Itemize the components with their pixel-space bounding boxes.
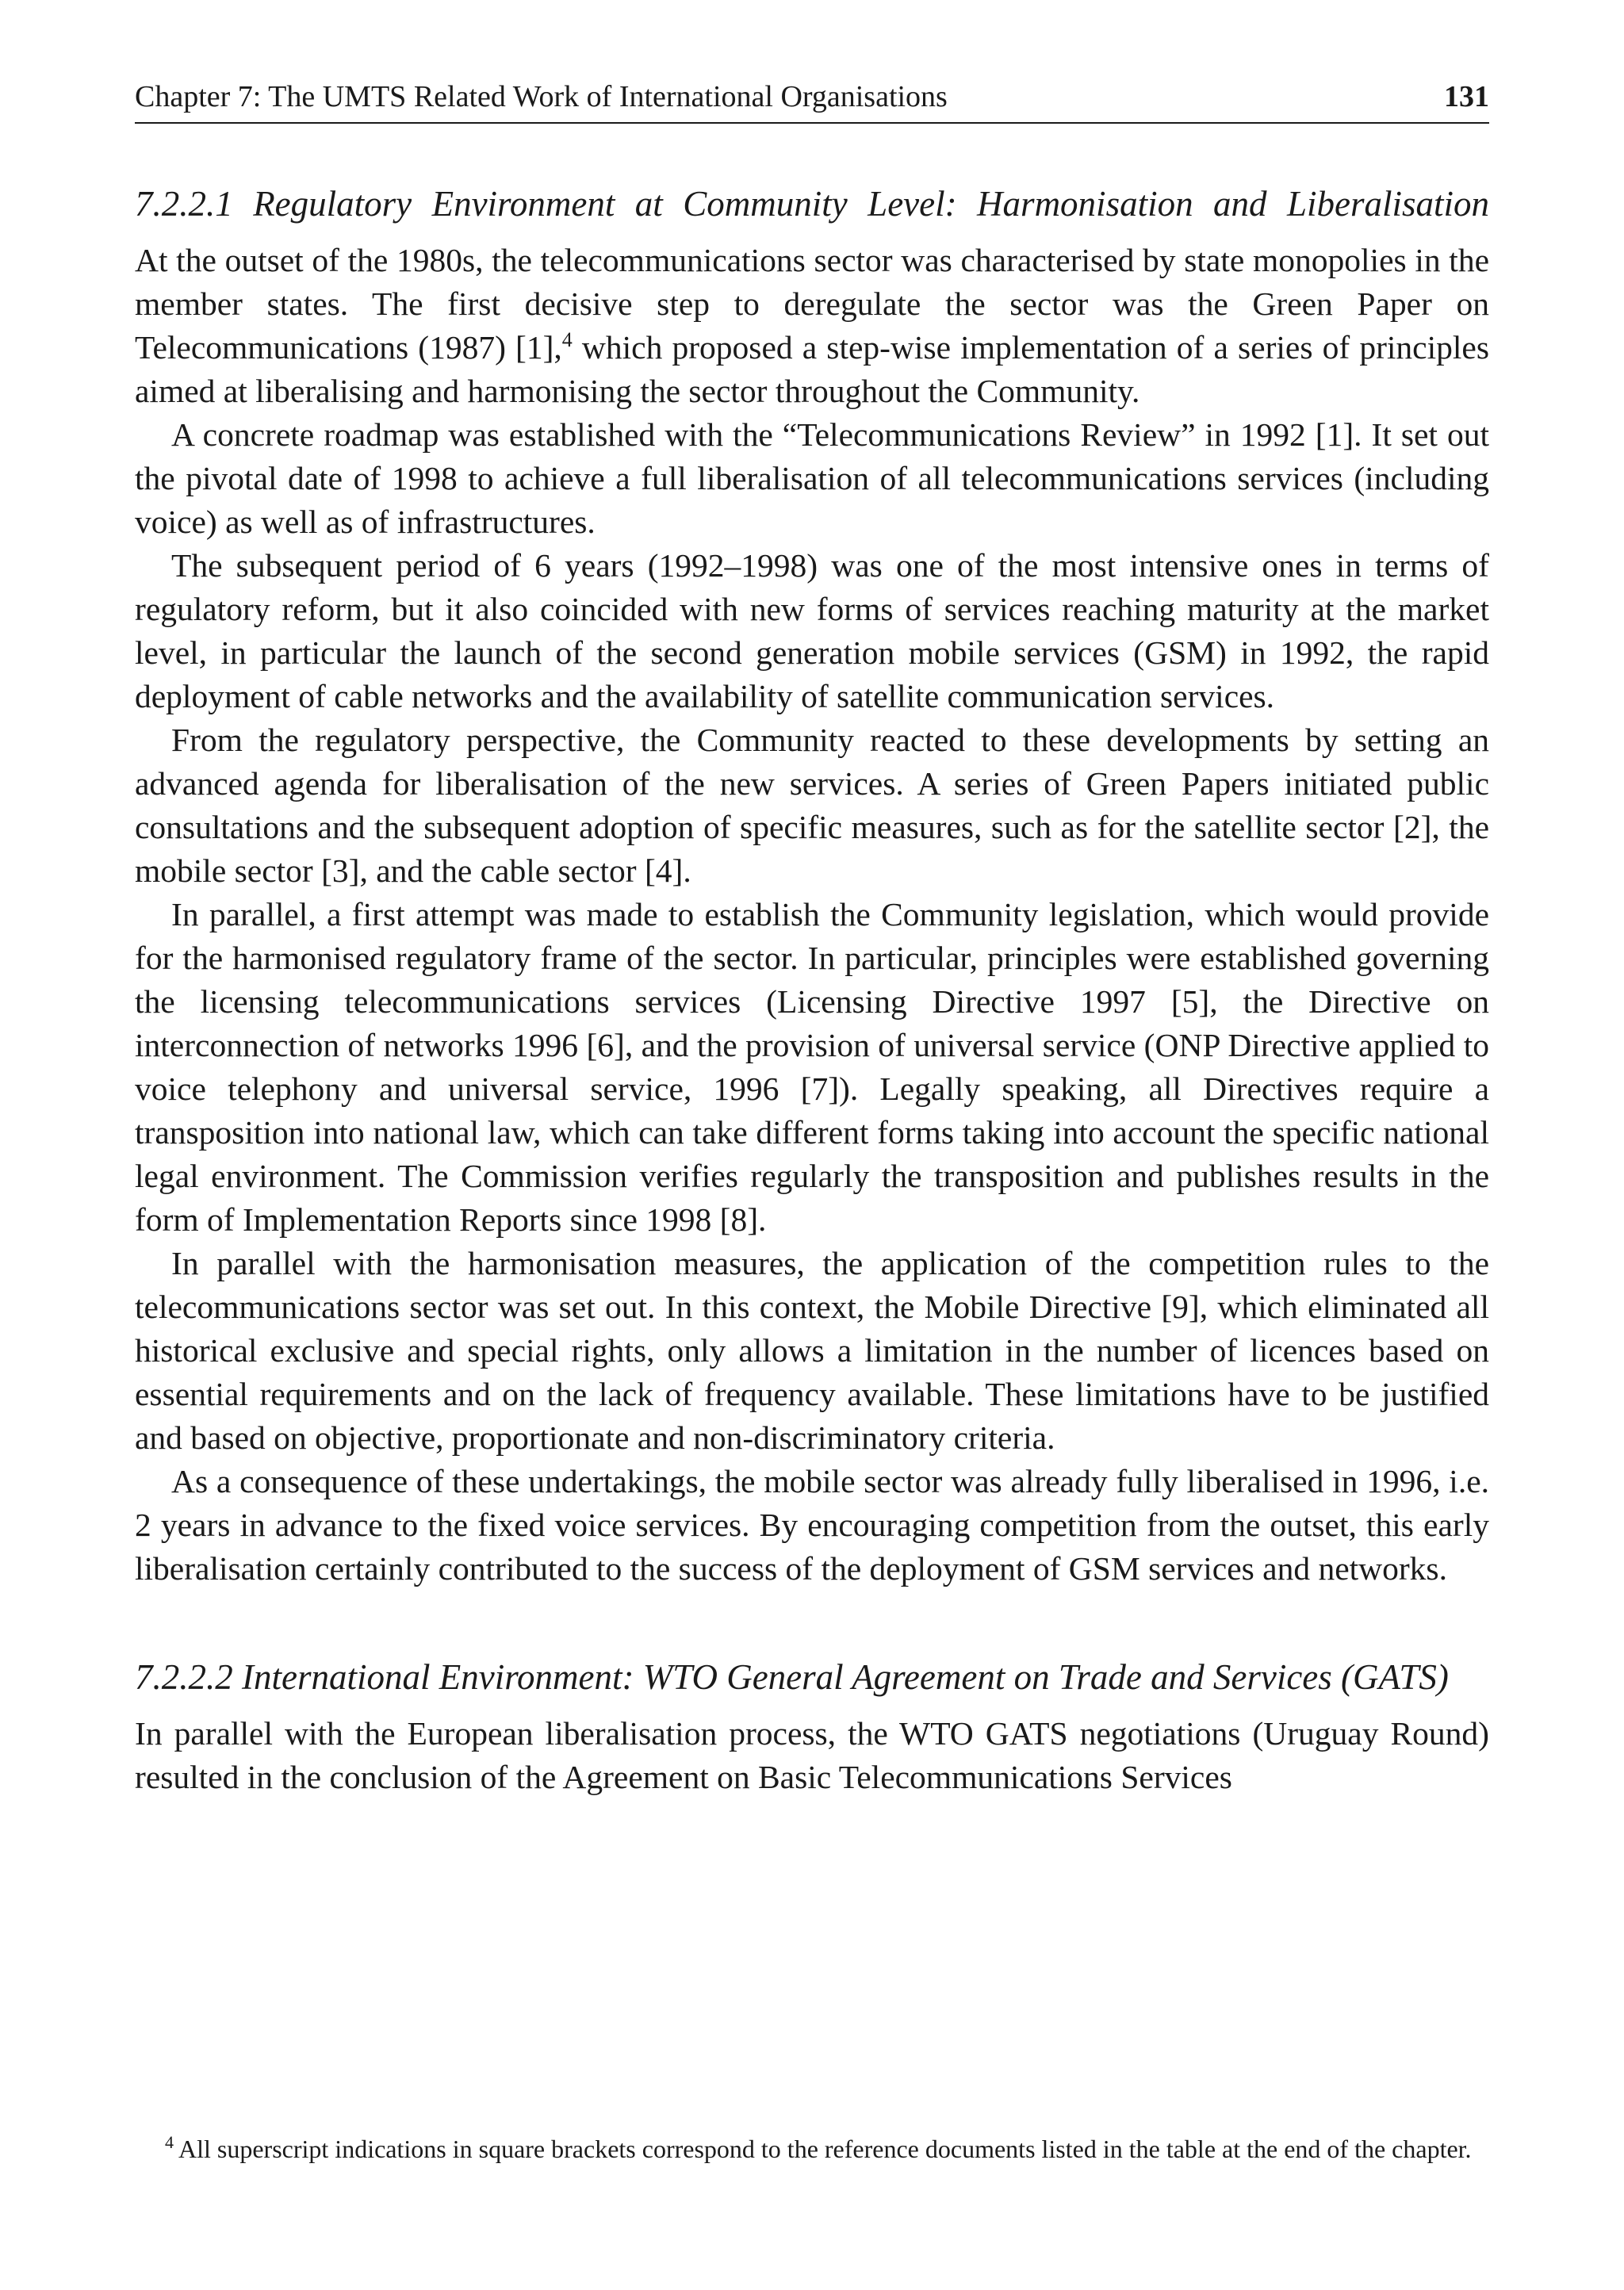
paragraph: In parallel, a first attempt was made to establish the Community legislation, which would provide for the harmonised regulatory frame of the sector. In particular, principles were established governing the licensing telecommunications services (Licensing Directive 1997 [5], the Directive on interconnection of networks 1996 [6], and the provision of universal service (ONP Directive applied to voice telephony and universal service, 1996 [7]). Legally speaking, all Directives require a transposition into national law, which can take different forms taking into account the specific national legal environment. The Commission verifies regularly the transposition and publishes results in the form of Implementation Reports since 1998 [8]. [135,895,1489,1238]
paragraph: A concrete roadmap was established with the “Telecommunications Review” in 1992 [1]. It set out the pivotal date of 1998 to achieve a full liberalisation of all telecommunications services (including voice) as well as of infrastructures. [135,415,1489,540]
section-body-7-2-2-1 [135,239,1489,1591]
footnote [135,2131,1489,2166]
paragraph-text: which proposed a step-wise implementation of a series of principles aimed at liberalising and harmonising the sector throughout the Community. [135,328,1489,409]
paragraph [135,239,1489,413]
footnote-mark: 4 [165,2132,174,2153]
paragraph-text: At the outset of the 1980s, the telecommunications sector was characterised by state monopolies in the member states. The first decisive step to deregulate the sector was the Green Paper on Telecommunications (1987) [1], [135,241,1489,366]
paragraph: From the regulatory perspective, the Community reacted to these developments by setting an advanced agenda for liberalisation of the new services. A series of Green Papers initiated public consultations and the subsequent adoption of specific measures, such as for the satellite sector [2], the mobile sector [3], and the cable sector [4]. [135,721,1489,889]
paragraph: In parallel with the harmonisation measures, the application of the competition rules to the telecommunications sector was set out. In this context, the Mobile Directive [9], which eliminated all historical exclusive and special rights, only allows a limitation in the number of licences based on essential requirements and on the lack of frequency available. These limitations have to be justified and based on objective, proportionate and non-discriminatory criteria. [135,1244,1489,1456]
running-header [135,79,1489,124]
paragraph: As a consequence of these undertakings, the mobile sector was already fully liberalised in 1996, i.e. 2 years in advance to the fixed voice services. By encouraging competition from the outset, this early liberalisation certainly contributed to the success of the deployment of GSM services and networks. [135,1462,1489,1587]
page [135,79,1489,1799]
paragraph: In parallel with the European liberalisation process, the WTO GATS negotiations (Uruguay Round) resulted in the conclusion of the Agreement on Basic Telecommunications Services [135,1714,1489,1795]
section-body-7-2-2-2 [135,1712,1489,1799]
footnote-reference: 4 [561,327,573,351]
page-number: 131 [1444,80,1489,113]
footnote-text: All superscript indications in square brackets correspond to the reference documents listed in the table at the end of the chapter. [178,2135,1472,2163]
section-heading-7-2-2-2: 7.2.2.2 International Environment: WTO General Agreement on Trade and Services (GATS) [135,1656,1449,1697]
section-heading-7-2-2-1: 7.2.2.1 Regulatory Environment at Community Level: Harmonisation and Liberalisation [135,183,1489,224]
paragraph: The subsequent period of 6 years (1992–1998) was one of the most intensive ones in terms of regulatory reform, but it also coincided with new forms of services reaching maturity at the market level, in particular the launch of the second generation mobile services (GSM) in 1992, the rapid deployment of cable networks and the availability of satellite communication services. [135,546,1489,714]
chapter-title: Chapter 7: The UMTS Related Work of International Organisations [135,80,948,113]
